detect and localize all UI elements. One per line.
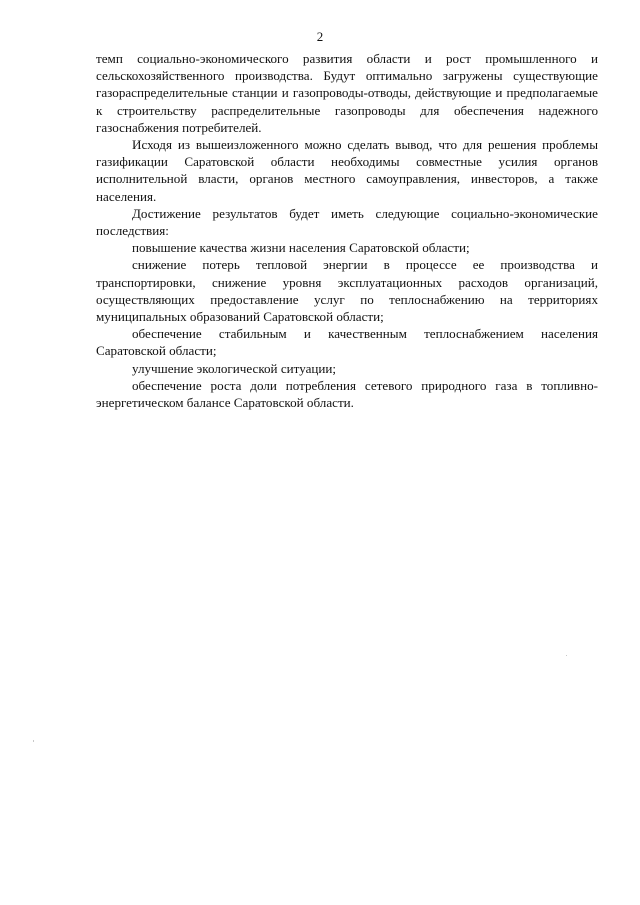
paragraph-results-intro: Достижение результатов будет иметь следующие социально-экономические последствия: <box>96 205 598 239</box>
page-number: 2 <box>316 29 324 44</box>
document-body <box>96 50 598 411</box>
scan-speck <box>33 740 34 742</box>
list-item-ecology: улучшение экологической ситуации; <box>132 360 337 376</box>
scan-speck <box>566 655 567 656</box>
list-item-heat-supply: обеспечение стабильным и качественным теплоснабжением населения Саратовской области; <box>96 326 598 359</box>
paragraph-gas-development-continuation: темп социально-экономического развития области и рост промышленного и сельскохозяйственного производства. Будут оптимально загружены существующие газораспределительные станции и газопроводы-отводы, действующие и предполагаемые к строительству распределительные газопроводы для обеспечения надежного газоснабжения потребителей. <box>96 51 598 135</box>
list-item-quality-of-life: повышение качества жизни населения Саратовской области; <box>132 240 470 256</box>
list-item-gas-share-growth: обеспечение роста доли потребления сетевого природного газа в топливно-энергетическом балансе Саратовской области. <box>96 377 598 411</box>
list-item-heat-loss-reduction: снижение потерь тепловой энергии в процессе ее производства и транспортировки, снижение уровня эксплуатационных расходов организаций, осуществляющих предоставление услуг по теплоснабжению на территориях муниципальных образований Саратовской области; <box>96 257 598 325</box>
paragraph-conclusion: Исходя из вышеизложенного можно сделать вывод, что для решения проблемы газификации Саратовской области необходимы совместные усилия органов исполнительной власти, органов местного самоуправления, инвесторов, а также населения. <box>96 137 598 204</box>
